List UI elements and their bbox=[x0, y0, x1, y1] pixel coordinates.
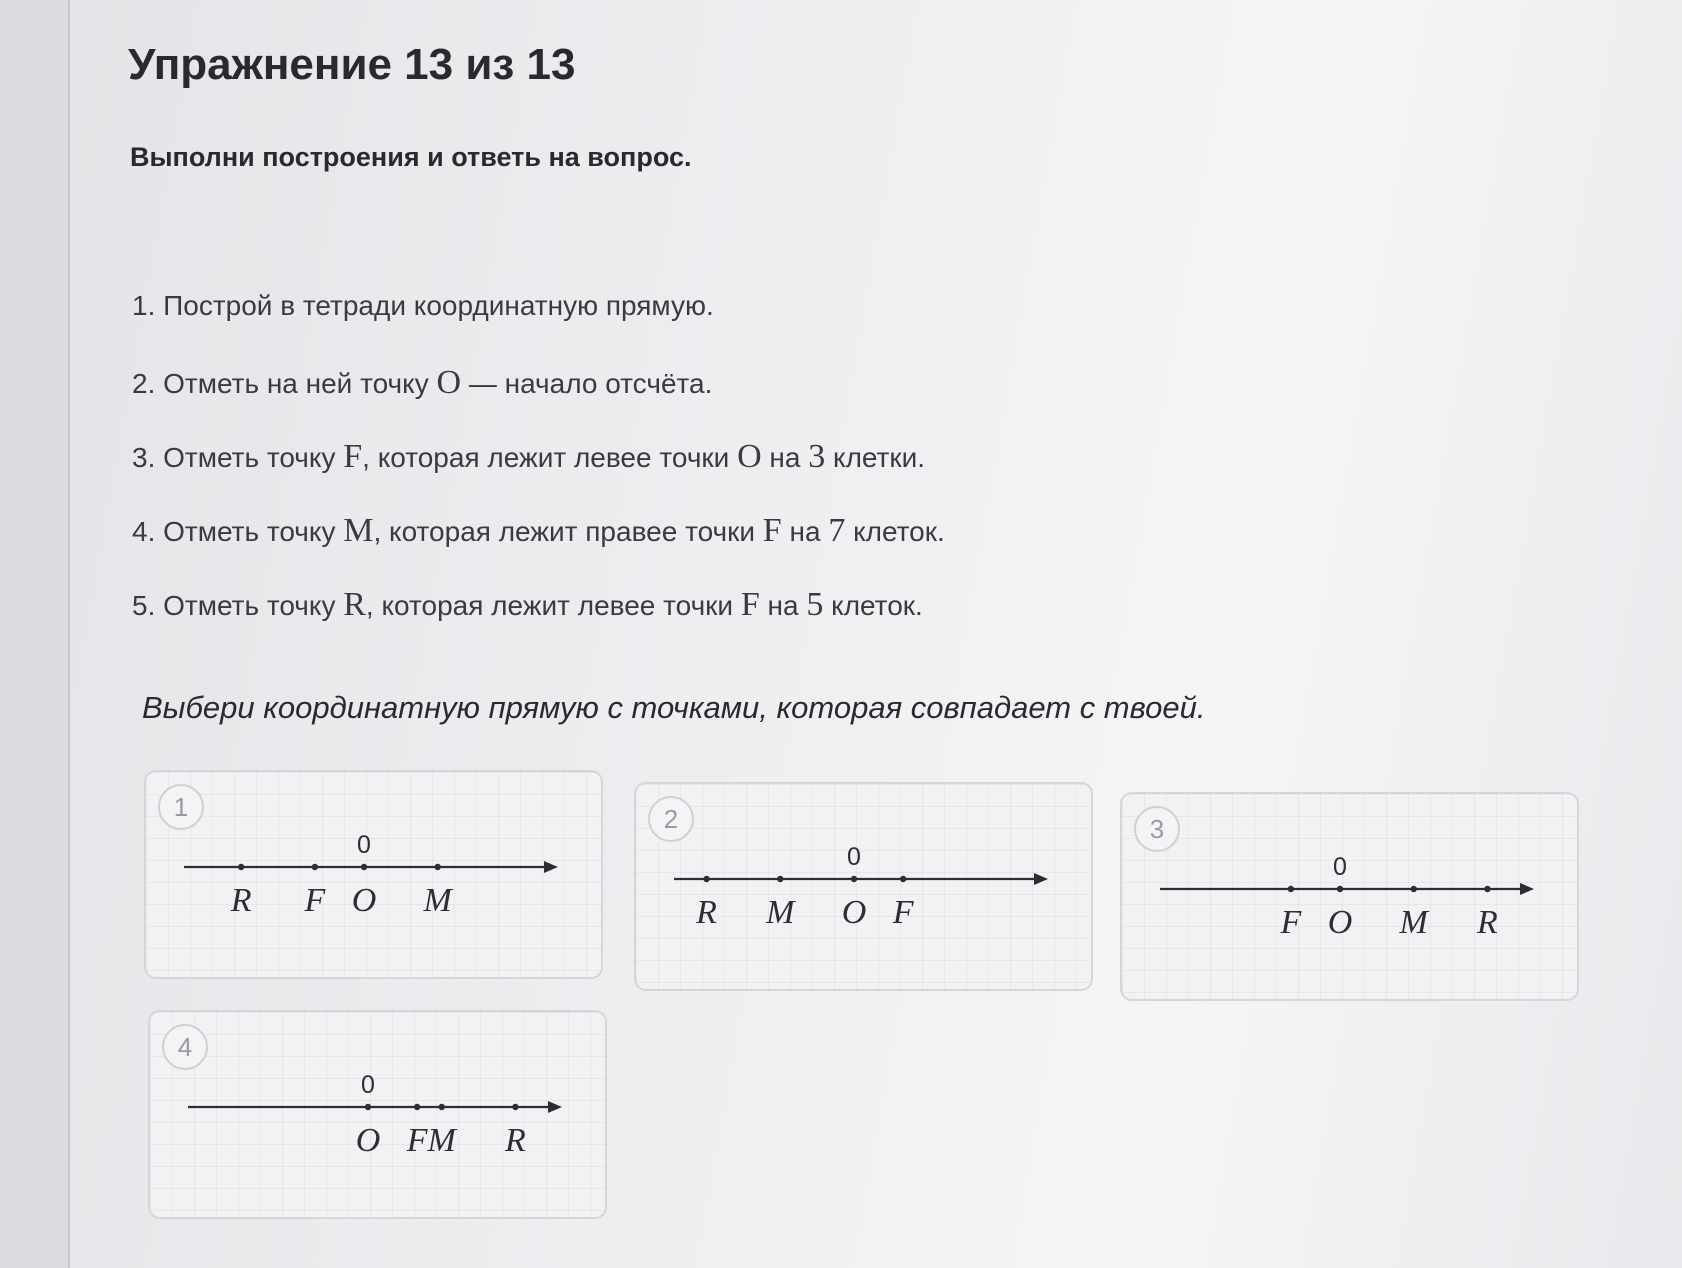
point-m-dot bbox=[1411, 886, 1417, 892]
cell-count: 5 bbox=[806, 586, 824, 623]
number-line bbox=[146, 772, 601, 977]
point-o-label: O bbox=[355, 1122, 381, 1159]
point-f-label: F bbox=[1280, 904, 1302, 941]
option-number-badge: 2 bbox=[648, 796, 694, 842]
point-r-label: R bbox=[230, 882, 252, 919]
point-r-label: R bbox=[1477, 904, 1498, 941]
step-text: 3. Отметь точку bbox=[132, 442, 344, 473]
step-text: , которая лежит правее точки bbox=[373, 516, 763, 547]
step-text: клеток. bbox=[845, 516, 945, 547]
point-symbol: O bbox=[436, 364, 462, 401]
point-symbol: F bbox=[762, 512, 782, 549]
point-m-dot bbox=[439, 1104, 445, 1110]
answer-option-3[interactable] bbox=[1120, 792, 1579, 1001]
step-item bbox=[132, 512, 945, 586]
answer-option-4[interactable] bbox=[148, 1010, 607, 1219]
step-text: на bbox=[761, 442, 809, 473]
step-text: , которая лежит левее точки bbox=[365, 590, 741, 621]
point-m-label: M bbox=[423, 882, 452, 919]
number-line bbox=[150, 1012, 605, 1217]
steps-list bbox=[132, 290, 945, 660]
point-m-dot bbox=[435, 864, 441, 870]
point-f-label: F bbox=[892, 894, 914, 931]
axis-arrow bbox=[1520, 883, 1534, 895]
exercise-instruction: Выполни построения и ответь на вопрос. bbox=[130, 142, 692, 172]
step-text: 4. Отметь точку bbox=[132, 516, 344, 547]
step-text: — начало отсчёта. bbox=[461, 368, 713, 399]
point-r-dot bbox=[703, 876, 709, 882]
point-symbol: F bbox=[740, 586, 760, 623]
point-f-dot bbox=[1288, 886, 1294, 892]
option-number-badge: 1 bbox=[158, 784, 204, 830]
exercise-page bbox=[68, 0, 1682, 1268]
step-text: клетки. bbox=[825, 442, 926, 473]
point-r-label: R bbox=[696, 894, 717, 931]
point-o-label: O bbox=[1327, 904, 1353, 941]
point-symbol: F bbox=[343, 438, 363, 475]
cell-count: 3 bbox=[808, 438, 826, 475]
point-r-label: R bbox=[505, 1122, 526, 1159]
point-m-dot bbox=[777, 876, 783, 882]
number-line bbox=[636, 784, 1091, 989]
option-number-badge: 4 bbox=[162, 1024, 208, 1070]
step-item bbox=[132, 290, 945, 364]
point-symbol: M bbox=[343, 512, 374, 549]
point-r-dot bbox=[238, 864, 244, 870]
number-line bbox=[1122, 794, 1577, 999]
point-f-label: F bbox=[406, 1122, 428, 1159]
point-m-label: M bbox=[1399, 904, 1428, 941]
point-symbol: R bbox=[343, 586, 366, 623]
axis-arrow bbox=[544, 861, 558, 873]
axis-arrow bbox=[1034, 873, 1048, 885]
step-text: клеток. bbox=[823, 590, 923, 621]
step-text: , которая лежит левее точки bbox=[362, 442, 738, 473]
step-text: на bbox=[759, 590, 807, 621]
step-text: 5. Отметь точку bbox=[132, 590, 344, 621]
axis-arrow bbox=[548, 1101, 562, 1113]
point-o-dot bbox=[1337, 886, 1343, 892]
zero-tick-label: 0 bbox=[1333, 853, 1347, 881]
step-text: 2. Отметь на ней точку bbox=[132, 368, 437, 399]
point-o-dot bbox=[365, 1104, 371, 1110]
answer-option-2[interactable] bbox=[634, 782, 1093, 991]
zero-tick-label: 0 bbox=[361, 1071, 375, 1099]
step-item bbox=[132, 364, 945, 438]
cell-count: 7 bbox=[828, 512, 846, 549]
point-f-dot bbox=[312, 864, 318, 870]
option-number-badge: 3 bbox=[1134, 806, 1180, 852]
answer-option-1[interactable] bbox=[144, 770, 603, 979]
zero-tick-label: 0 bbox=[847, 843, 861, 871]
point-f-dot bbox=[900, 876, 906, 882]
point-r-dot bbox=[512, 1104, 518, 1110]
point-o-dot bbox=[851, 876, 857, 882]
point-f-label: F bbox=[304, 882, 326, 919]
point-f-dot bbox=[414, 1104, 420, 1110]
point-o-dot bbox=[361, 864, 367, 870]
point-o-label: O bbox=[841, 894, 867, 931]
step-item bbox=[132, 438, 945, 512]
point-symbol: O bbox=[737, 438, 762, 475]
point-r-dot bbox=[1484, 886, 1490, 892]
step-text: 1. Построй в тетради координатную прямую. bbox=[132, 290, 714, 321]
point-o-label: O bbox=[351, 882, 377, 919]
point-m-label: M bbox=[766, 894, 795, 931]
step-item bbox=[132, 586, 945, 660]
question-text: Выбери координатную прямую с точками, которая совпадает с твоей. bbox=[142, 690, 1206, 725]
point-m-label: M bbox=[427, 1122, 456, 1159]
zero-tick-label: 0 bbox=[357, 831, 371, 859]
exercise-title: Упражнение 13 из 13 bbox=[128, 40, 576, 89]
step-text: на bbox=[781, 516, 829, 547]
